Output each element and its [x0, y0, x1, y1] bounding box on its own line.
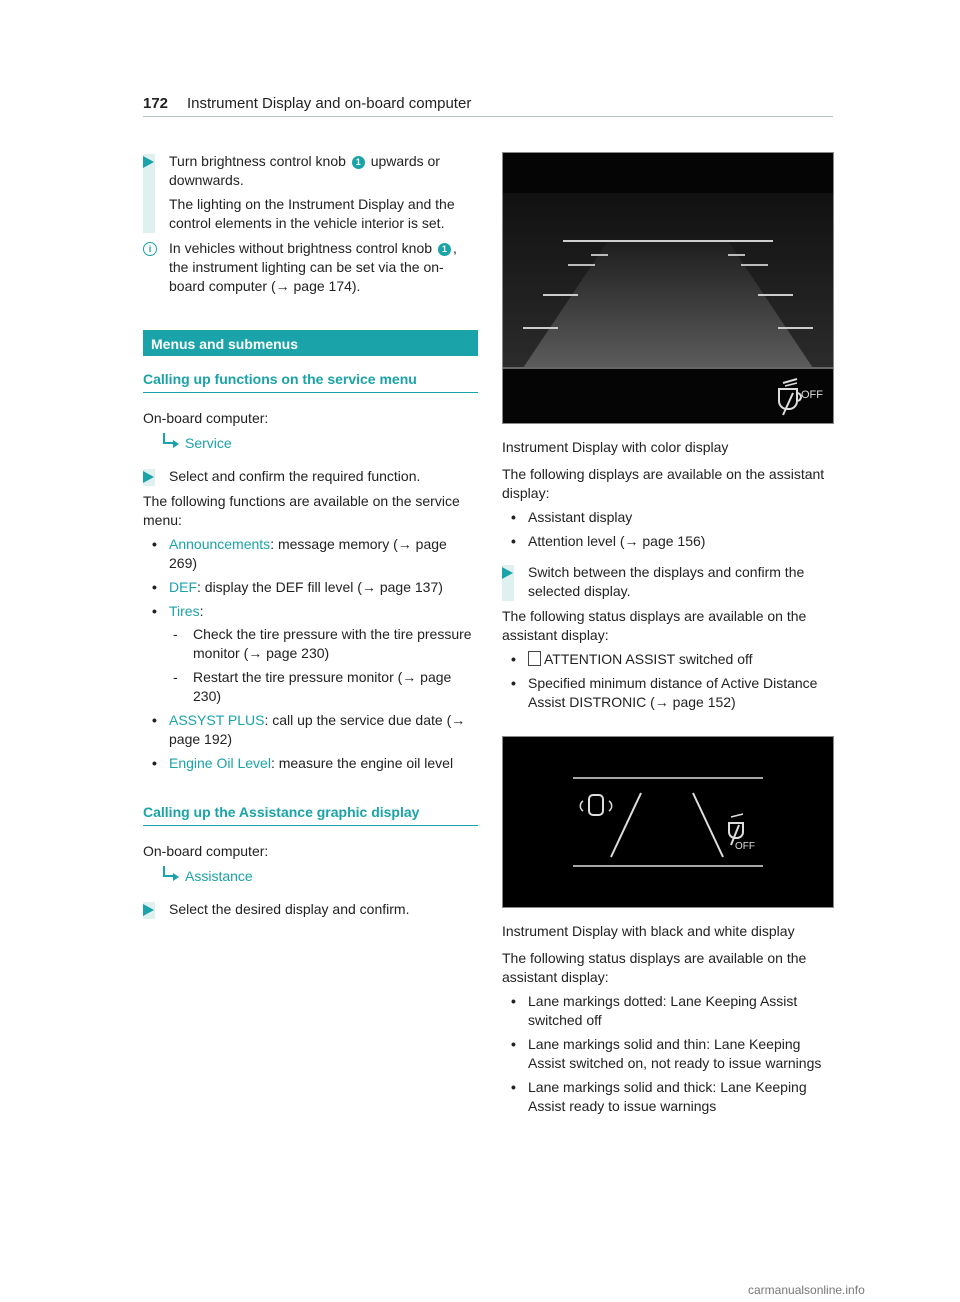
left-column — [143, 152, 478, 925]
note-text-a: In vehicles without brightness control knob — [169, 240, 433, 256]
list-item-text: Specified minimum distance of Active Distance Assist DISTRONIC (→ page 152) — [528, 675, 818, 710]
bullet: • — [511, 509, 516, 525]
link-announcements[interactable]: Announcements — [169, 536, 271, 552]
status-list — [502, 650, 837, 712]
step-select-function — [143, 467, 478, 486]
step-select-display — [143, 900, 478, 919]
list-item — [143, 754, 478, 773]
step-switch-displays — [502, 563, 837, 601]
bw-display-figure — [502, 736, 834, 908]
caption-color-display: Instrument Display with color display — [502, 439, 729, 455]
link-tires[interactable]: Tires — [169, 603, 200, 619]
service-heading: Calling up functions on the service menu — [143, 370, 478, 393]
step-result: The lighting on the Instrument Display and the control elements in the vehicle interior is set. — [169, 196, 455, 231]
list-item — [502, 532, 837, 551]
info-icon: i — [143, 242, 157, 256]
bullet: • — [511, 1079, 516, 1095]
list-item-text: Assistant display — [528, 509, 633, 525]
list-item-text: ATTENTION ASSIST switched off — [544, 651, 753, 667]
list-item — [143, 602, 478, 706]
dash: - — [173, 626, 178, 642]
bullet: • — [511, 1036, 516, 1052]
link-assyst-plus[interactable]: ASSYST PLUS — [169, 712, 265, 728]
list-item — [143, 711, 478, 749]
menu-path-service — [143, 433, 478, 453]
sub-list-item — [169, 668, 478, 706]
list-item — [502, 674, 837, 712]
list-item-text: : message memory (→ page 269) — [169, 536, 447, 571]
step-brightness — [143, 152, 478, 233]
list-item — [502, 1035, 837, 1073]
list-item-text: Lane markings solid and thin: Lane Keeping Assist switched on, not ready to issue warnings — [528, 1036, 822, 1071]
obc-label: On-board computer: — [143, 843, 269, 859]
step-arrow-icon — [143, 156, 154, 168]
lane-status-list — [502, 992, 837, 1116]
menu-item-assistance[interactable]: Assistance — [185, 868, 253, 884]
header-title: Instrument Display and on-board computer — [187, 95, 472, 112]
intro-lane-status: The following status displays are available on the assistant display: — [502, 950, 807, 985]
obc-label: On-board computer: — [143, 410, 269, 426]
note-text-b: , the instrument lighting can be set via the on-board computer ( — [169, 240, 457, 294]
step-text: Switch between the displays and confirm the selected display. — [528, 564, 805, 599]
watermark: carmanualsonline.info — [748, 1283, 865, 1297]
menu-arrow-icon — [173, 873, 179, 881]
step-arrow-icon — [502, 567, 513, 579]
step-arrow-icon — [143, 471, 154, 483]
bullet: • — [511, 993, 516, 1009]
menu-item-service[interactable]: Service — [185, 435, 232, 451]
sub-list-item-text: Check the tire pressure with the tire pressure monitor (→ page 230) — [193, 626, 472, 661]
menu-path-assistance — [143, 866, 478, 886]
tires-sub-list — [169, 625, 478, 706]
knob-number-icon: 1 — [352, 156, 365, 169]
display-list — [502, 508, 837, 551]
list-item — [502, 992, 837, 1030]
off-label: OFF — [735, 841, 755, 852]
bullet: • — [511, 651, 516, 667]
step-text: Select the desired display and confirm. — [169, 901, 410, 917]
note-text — [169, 239, 478, 296]
step-text-a: Turn brightness control knob — [169, 153, 346, 169]
attention-assist-off-icon — [528, 651, 541, 666]
lane-bw-graphic — [503, 737, 833, 907]
section-heading: Menus and submenus — [143, 330, 478, 356]
bullet: • — [511, 675, 516, 691]
step-arrow-icon — [143, 904, 154, 916]
bullet: • — [152, 603, 157, 619]
bullet: • — [152, 536, 157, 552]
sub-list-item-text: Restart the tire pressure monitor (→ page 230) — [193, 669, 452, 704]
page-number: 172 — [143, 95, 169, 112]
list-item — [143, 535, 478, 573]
knob-number-icon: 1 — [438, 243, 451, 256]
list-item-text: Attention level (→ page 156) — [528, 533, 706, 549]
note-page-ref[interactable]: page 174). — [293, 278, 361, 294]
page-ref-arrow: → — [275, 278, 290, 294]
intro-status-displays: The following status displays are available on the assistant display: — [502, 608, 807, 643]
bullet: • — [152, 712, 157, 728]
bullet: • — [511, 533, 516, 549]
link-def[interactable]: DEF — [169, 579, 197, 595]
list-item — [502, 650, 837, 669]
link-engine-oil-level[interactable]: Engine Oil Level — [169, 755, 271, 771]
bullet: • — [152, 579, 157, 595]
list-item-text: Lane markings solid and thick: Lane Keeping Assist ready to issue warnings — [528, 1079, 807, 1114]
list-item-text: : display the DEF fill level (→ page 137) — [197, 579, 443, 595]
page-header — [143, 92, 833, 117]
list-item-text: : measure the engine oil level — [270, 755, 454, 771]
list-item — [502, 508, 837, 527]
dash: - — [173, 669, 178, 685]
bullet: • — [152, 755, 157, 771]
note-block — [143, 239, 478, 296]
step-text-b: upwards or downwards. — [169, 153, 440, 188]
sub-list-item — [169, 625, 478, 663]
list-item-text: : call up the service due date (→ page 192) — [169, 712, 466, 747]
right-column — [502, 152, 837, 1121]
service-intro: The following functions are available on the service menu: — [143, 493, 460, 528]
step-text: Select and confirm the required function. — [169, 468, 421, 484]
off-label: OFF — [801, 389, 823, 401]
step-text — [169, 152, 478, 190]
lane-perspective-graphic — [503, 153, 833, 423]
service-function-list — [143, 535, 478, 773]
list-item — [502, 1078, 837, 1116]
list-item-text: : — [199, 603, 204, 619]
caption-bw-display: Instrument Display with black and white display — [502, 923, 795, 939]
assistance-heading: Calling up the Assistance graphic display — [143, 803, 478, 826]
intro-displays: The following displays are available on the assistant display: — [502, 466, 825, 501]
list-item-text: Lane markings dotted: Lane Keeping Assist switched off — [528, 993, 798, 1028]
color-display-figure — [502, 152, 834, 424]
list-item — [143, 578, 478, 597]
menu-arrow-icon — [173, 440, 179, 448]
